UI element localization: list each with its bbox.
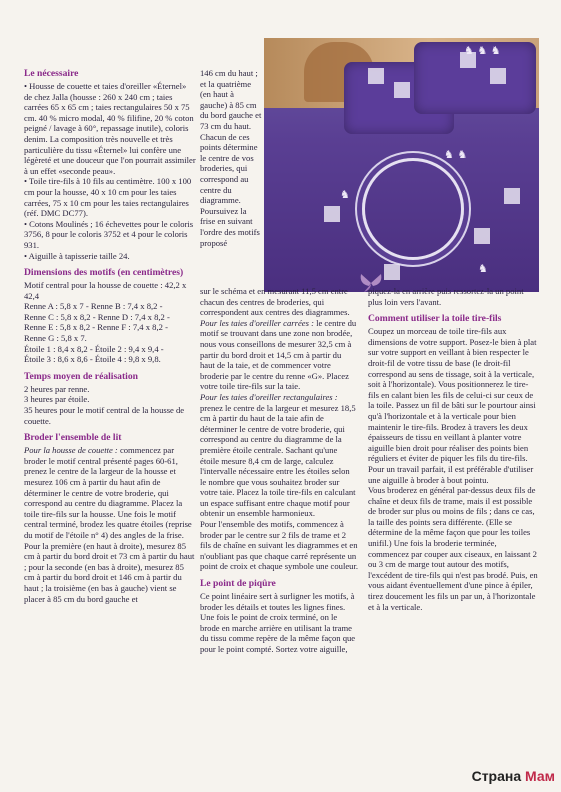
photo-reindeer-motif: ♞ bbox=[478, 262, 488, 275]
italic-lead: Pour les taies d'oreiller rectangulaires : bbox=[200, 391, 338, 402]
heading-dimensions: Dimensions des motifs (en centimètres) bbox=[24, 267, 184, 279]
column-right bbox=[368, 286, 538, 612]
time-line: 35 heures pour le motif central de la housse de couette. bbox=[24, 405, 185, 426]
photo-star-motif bbox=[474, 228, 490, 244]
dimension-line: Renne G : 5,8 x 7. bbox=[24, 333, 87, 344]
paragraph: • Aiguille à tapisserie taille 24. bbox=[24, 250, 130, 261]
photo-reindeer-motif: ♞ ♞ ♞ bbox=[464, 44, 501, 57]
paragraph: Ce point linéaire sert à surligner les motifs, à broder les détails et toutes les lignes fines. Une fois le point de croix terminé, on le brode en marche arrière en utilisant la trame du tissu comme repère de la même façon que pour le point compté. Sortez votre aiguille, bbox=[200, 591, 356, 654]
watermark-logo bbox=[472, 768, 555, 784]
paragraph: sur le schéma et en mesurant 11,5 cm entre chacun des centres de broderies, qui correspondent aux centres des diagrammes. bbox=[200, 286, 350, 318]
dimension-line: Motif central pour la housse de couette : 42,2 x 42,4 bbox=[24, 280, 187, 301]
column-left bbox=[24, 68, 196, 604]
photo-reindeer-motif: ♞ ♞ bbox=[444, 148, 468, 161]
paragraph: Vous broderez en général par-dessus deux fils de chaîne et deux fils de trame, mais il est possible de broder sur plus ou moins de fils ; dans ce cas, la taille des points sera différente. (Elle se détermine de la même façon que pour les toiles unifil.) Une fois la broderie terminée, commencez par couper aux ciseaux, en laissant 2 ou 3 cm de marge tout autour des motifs, l'excédent de tire-fils qui n'est pas brodé. Puis, en vous aidant éventuellement d'une pince à épiler, tirez doucement les fils un par un, à l'horizontale et à la verticale. bbox=[368, 485, 538, 612]
photo-central-motif bbox=[362, 158, 464, 260]
dimension-line: Renne E : 5,8 x 8,2 - Renne F : 7,4 x 8,2 - bbox=[24, 322, 168, 333]
heading-temps: Temps moyen de réalisation bbox=[24, 370, 138, 382]
paragraph bbox=[24, 445, 196, 604]
photo-star-motif bbox=[324, 206, 340, 222]
paragraph: 146 cm du haut ; et la quatrième (en haut à gauche) à 85 cm du bord gauche et 73 cm du haut. Chacun de ces points détermine le centre de vos broderies, qui correspond au centre du diagramme. Poursuivez la frise en suivant l'ordre des motifs proposé bbox=[200, 68, 262, 248]
paragraph-text: le centre du motif se trouvant dans une zone non brodée, nous vous conseillons de mesurer 32,5 cm à partir du bord droit et 14,5 cm à partir du haut de la taie, et de commencer votre broderie par le centre du renne «G». Placez votre toile tire-fils sur la taie. bbox=[200, 317, 357, 392]
paragraph-text: prenez le centre de la largeur et mesurez 18,5 cm à partir du haut de la taie afin de déterminer le centre de votre broderie, qui correspond au centre du diagramme de la première étoile centrale. Sachant qu'une étoile mesure 8,4 cm de large, calculez l'intervalle nécessaire entre les étoiles selon le nombre que vous souhaitez broder sur votre taie. Placez la toile tire-fils en calculant un espace suffisant entre chaque motif pour obtenir un ensemble harmonieux. bbox=[200, 402, 356, 519]
italic-lead: Pour les taies d'oreiller carrées : bbox=[200, 317, 314, 328]
photo-star-motif bbox=[490, 68, 506, 84]
dimension-line: Renne C : 5,8 x 8,2 - Renne D : 7,4 x 8,2 - bbox=[24, 311, 170, 322]
heading-piqure: Le point de piqûre bbox=[200, 578, 276, 590]
paragraph: piquez-la en arrière puis ressortez-la un point plus loin vers l'avant. bbox=[368, 286, 524, 307]
paragraph: Coupez un morceau de toile tire-fils aux dimensions de votre support. Posez-le bien à plat sur votre support en veillant à bien respecter le droit-fil de votre tissu de base (le droit-fil correspond au sens de tissage, soit à la verticale, soit à l'horizontale). Vous positionnerez le tire-fils en calant bien les fils de celui-ci sur ceux de la toile. Passez un fil de bâti sur le pourtour ainsi qu'à l'horizontale et à la verticale pour bien maintenir le tire-fils. Brodez à travers les deux épaisseurs de tissu en veillant à planter votre aiguille bien droit pour réaliser des points bien réguliers et éviter de piquer les fils du tire-fils. Pour un travail parfait, il est préférable d'utiliser une aiguille à broder à bout pointu. bbox=[368, 326, 537, 485]
paragraph bbox=[200, 318, 358, 392]
watermark-part: Мам bbox=[525, 768, 555, 784]
heading-necessaire: Le nécessaire bbox=[24, 68, 79, 79]
photo-star-motif bbox=[368, 68, 384, 84]
paragraph: • Housse de couette et taies d'oreiller «Éternel» de chez Jalla (housse : 260 x 240 cm ; taies carrées 65 x 65 cm ; taies rectangulaires 50 x 75 cm. 40 % micro modal, 40 % filifine, 20 % coton peigné / lavage à 60°, repassage inutile), coloris denim. La composition très nouvelle et très particulière du tissu «Éternel» lui confère une légèreté et une douceur que l'on pourrait assimiler à un effet «seconde peau». bbox=[24, 81, 196, 176]
photo-star-motif bbox=[394, 82, 410, 98]
paragraph: Pour l'ensemble des motifs, commencez à broder par le centre sur 2 fils de trame et 2 fils de chaîne en suivant les diagrammes et en n'oubliant pas que chaque carré représente un point de croix et chaque symbole une couleur. bbox=[200, 519, 358, 572]
heading-broder: Broder l'ensemble de lit bbox=[24, 432, 122, 444]
heading-toile: Comment utiliser la toile tire-fils bbox=[368, 313, 502, 325]
dimension-line: Renne A : 5,8 x 7 - Renne B : 7,4 x 8,2 - bbox=[24, 301, 163, 312]
photo-reindeer-motif: ♞ bbox=[340, 188, 350, 201]
paragraph-text: commencez par broder le motif central présenté pages 60-61, prenez le centre de la largeur de la housse et mesurez 106 cm à partir du haut afin de déterminer le centre de votre broderie, qui correspond au centre du diagramme. Placez la toile tire-fils sur la housse. Une fois le motif central terminé, brodez les quatre étoiles (reprise du motif de l'étoile n° 4) des angles de la frise. Pour la première (en haut à droite), mesurez 85 cm à partir du bord droit et 73 cm à partir du haut ; pour la seconde (en bas à droite), mesurez 85 cm à partir du bord droit et 146 cm à partir du haut ; la troisième (en bas à gauche) vient se placer à 85 cm du bord gauche et bbox=[24, 445, 195, 604]
photo-star-motif bbox=[504, 188, 520, 204]
column-middle bbox=[200, 286, 358, 655]
dimension-line: Étoile 1 : 8,4 x 8,2 - Étoile 2 : 9,4 x 9,4 - bbox=[24, 343, 164, 354]
paragraph: • Cotons Moulinés ; 16 échevettes pour le coloris 3756, 8 pour le coloris 3752 et 4 pour le coloris 931. bbox=[24, 218, 194, 250]
time-line: 3 heures par étoile. bbox=[24, 394, 90, 405]
column-middle-top bbox=[200, 68, 262, 248]
watermark-part: Страна bbox=[471, 768, 522, 784]
dimension-line: Étoile 3 : 8,6 x 8,6 - Étoile 4 : 9,8 x 9,8. bbox=[24, 354, 161, 365]
paragraph bbox=[200, 392, 358, 519]
paragraph: • Toile tire-fils à 10 fils au centimètre. 100 x 100 cm pour la housse, 40 x 10 cm pour les taies carrées, 75 x 10 cm pour les taies rectangulaires (réf. DMC DC77). bbox=[24, 176, 192, 219]
time-line: 2 heures par renne. bbox=[24, 383, 90, 394]
photo-star-motif bbox=[384, 264, 400, 280]
italic-lead: Pour la housse de couette : bbox=[24, 445, 118, 456]
bedding-photo bbox=[264, 38, 539, 292]
